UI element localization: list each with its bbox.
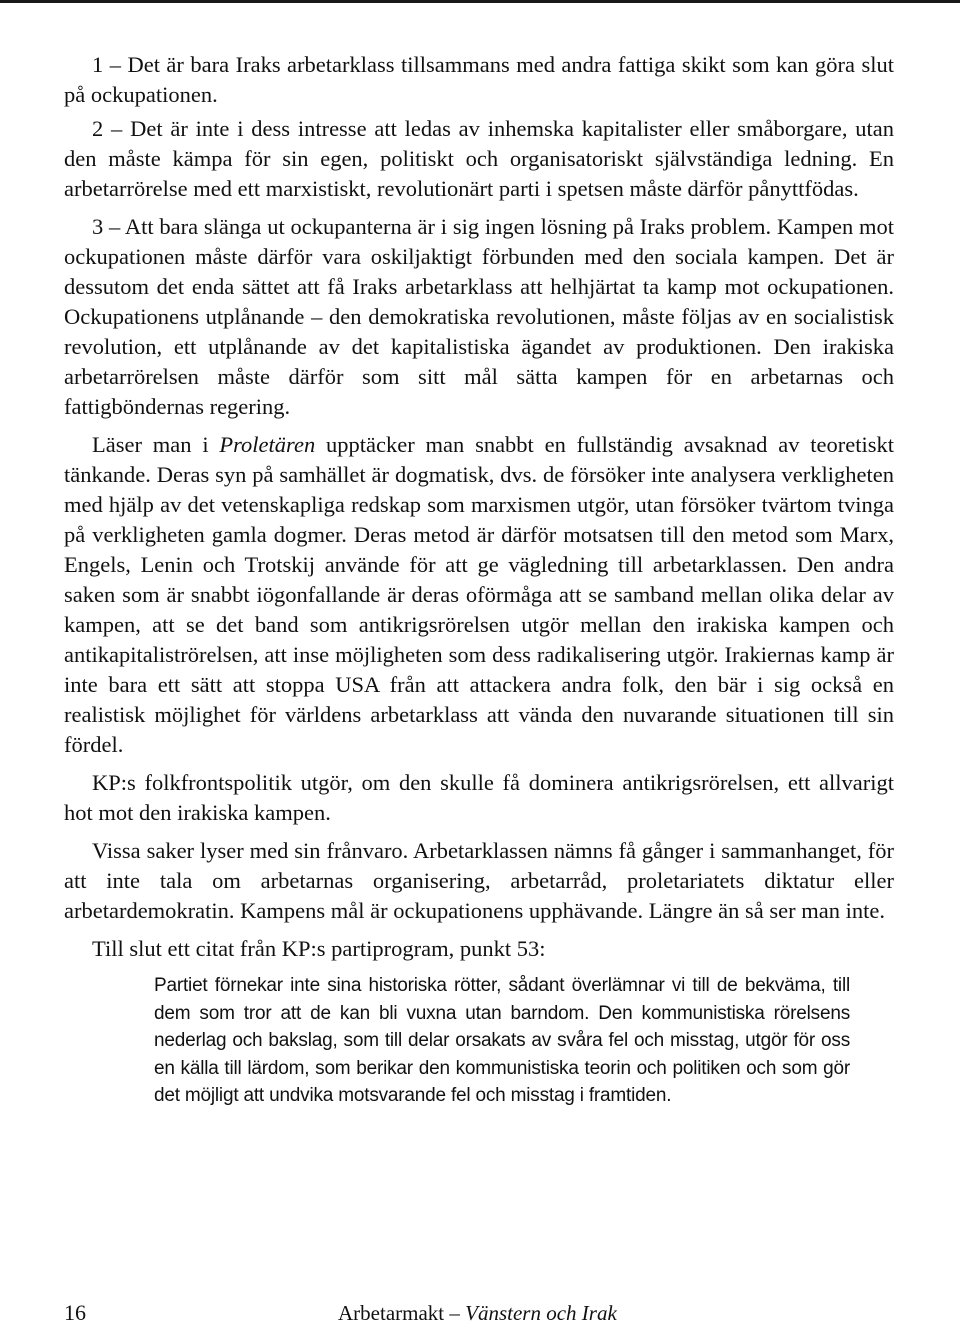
- page-body: [64, 50, 894, 1110]
- page-number: 16: [64, 1300, 86, 1325]
- top-rule: [0, 0, 960, 3]
- running-title-subtitle: Vänstern och Irak: [465, 1301, 617, 1325]
- paragraph-point-2: 2 – Det är inte i dess intresse att ledas av inhemska kapitalister eller småborgare, utan den måste kämpa för sin egen, politiskt och organisatoriskt självständiga ledning. En arbetarrörelse med ett marxistiskt, revolutionärt parti i spetsen måste därför pånyttfödas.: [64, 116, 894, 201]
- publication-title-proletaren: Proletären: [219, 432, 316, 457]
- paragraph-proletaren-rest: upptäcker man snabbt en fullständig avsaknad av teoretiskt tänkande. Deras syn på samhället är dogmatisk, dvs. de försöker inte analysera verkligheten med hjälp av det vetenskapliga redskap som marxismen utgör, utan försöker tvärtom tvinga på verkligheten gamla dogmer. Deras metod är därför motsatsen till den metod som Marx, Engels, Lenin och Trotskij använde för att ge vägledning till arbetarklassen. Den andra saken som är snabbt iögonfallande är deras oförmåga att se samband mellan olika delar av kampen, att se det band som antikrigsrörelsen utgör mellan den irakiska kampen och antikapitaliströrelsen, att inse möjligheten som dess radikalisering utgör. Irakiernas kamp är inte bara ett sätt att stoppa USA från att attackera andra folk, den bär i sig också en realistisk möjlighet för världens arbetarklass att vända den nuvarande situationen till sin fördel.: [64, 432, 894, 757]
- running-title-book: Arbetarmakt: [338, 1301, 445, 1325]
- running-title: [338, 1300, 617, 1326]
- paragraph-citat-intro: Till slut ett citat från KP:s partiprogram, punkt 53:: [92, 936, 546, 961]
- running-title-separator: –: [444, 1301, 466, 1325]
- paragraph-folkfront: KP:s folkfrontspolitik utgör, om den skulle få dominera antikrigsrörelsen, ett allvarigt hot mot den irakiska kampen.: [64, 770, 894, 825]
- paragraph-franvaro: Vissa saker lyser med sin frånvaro. Arbetarklassen nämns få gånger i sammanhanget, för att inte tala om arbetarnas organisering, arbetarråd, proletariatets diktatur eller arbetardemokratin. Kampens mål är ockupationens upphävande. Längre än så ser man inte.: [64, 838, 894, 923]
- paragraph-point-1: 1 – Det är bara Iraks arbetarklass tillsammans med andra fattiga skikt som kan göra slut på ockupationen.: [64, 52, 894, 107]
- block-quote: Partiet förnekar inte sina historiska rötter, sådant överlämnar vi till de bekväma, till dem som tror att de kan bli vuxna utan barndom. Den kommunistiska rörelsens nederlag och bakslag, som till delar orsakats av svåra fel och misstag, utgör för oss en källa till lärdom, som berikar den kommunistiska teorin och politiken och som gör det möjligt att undvika motsvarande fel och misstag i framtiden.: [154, 975, 850, 1106]
- paragraph-proletaren: [64, 430, 894, 760]
- page-footer: [0, 1296, 960, 1328]
- paragraph-point-3: 3 – Att bara slänga ut ockupanterna är i sig ingen lösning på Iraks problem. Kampen mot ockupationen måste därför vara oskiljaktigt förbunden med den sociala kampen. Det är dessutom det enda sättet att få Iraks arbetarklass att helhjärtat ta kamp mot ockupationen. Ockupationens utplånande – den demokratiska revolutionen, måste följas av en socialistisk revolution, ett utplånande av det kapitalistiska ägandet av produktionen. Den irakiska arbetarrörelsen måste därför som sitt mål sätta kampen för en arbetarnas och fattigböndernas regering.: [64, 214, 894, 419]
- paragraph-proletaren-start: Läser man i: [92, 432, 220, 457]
